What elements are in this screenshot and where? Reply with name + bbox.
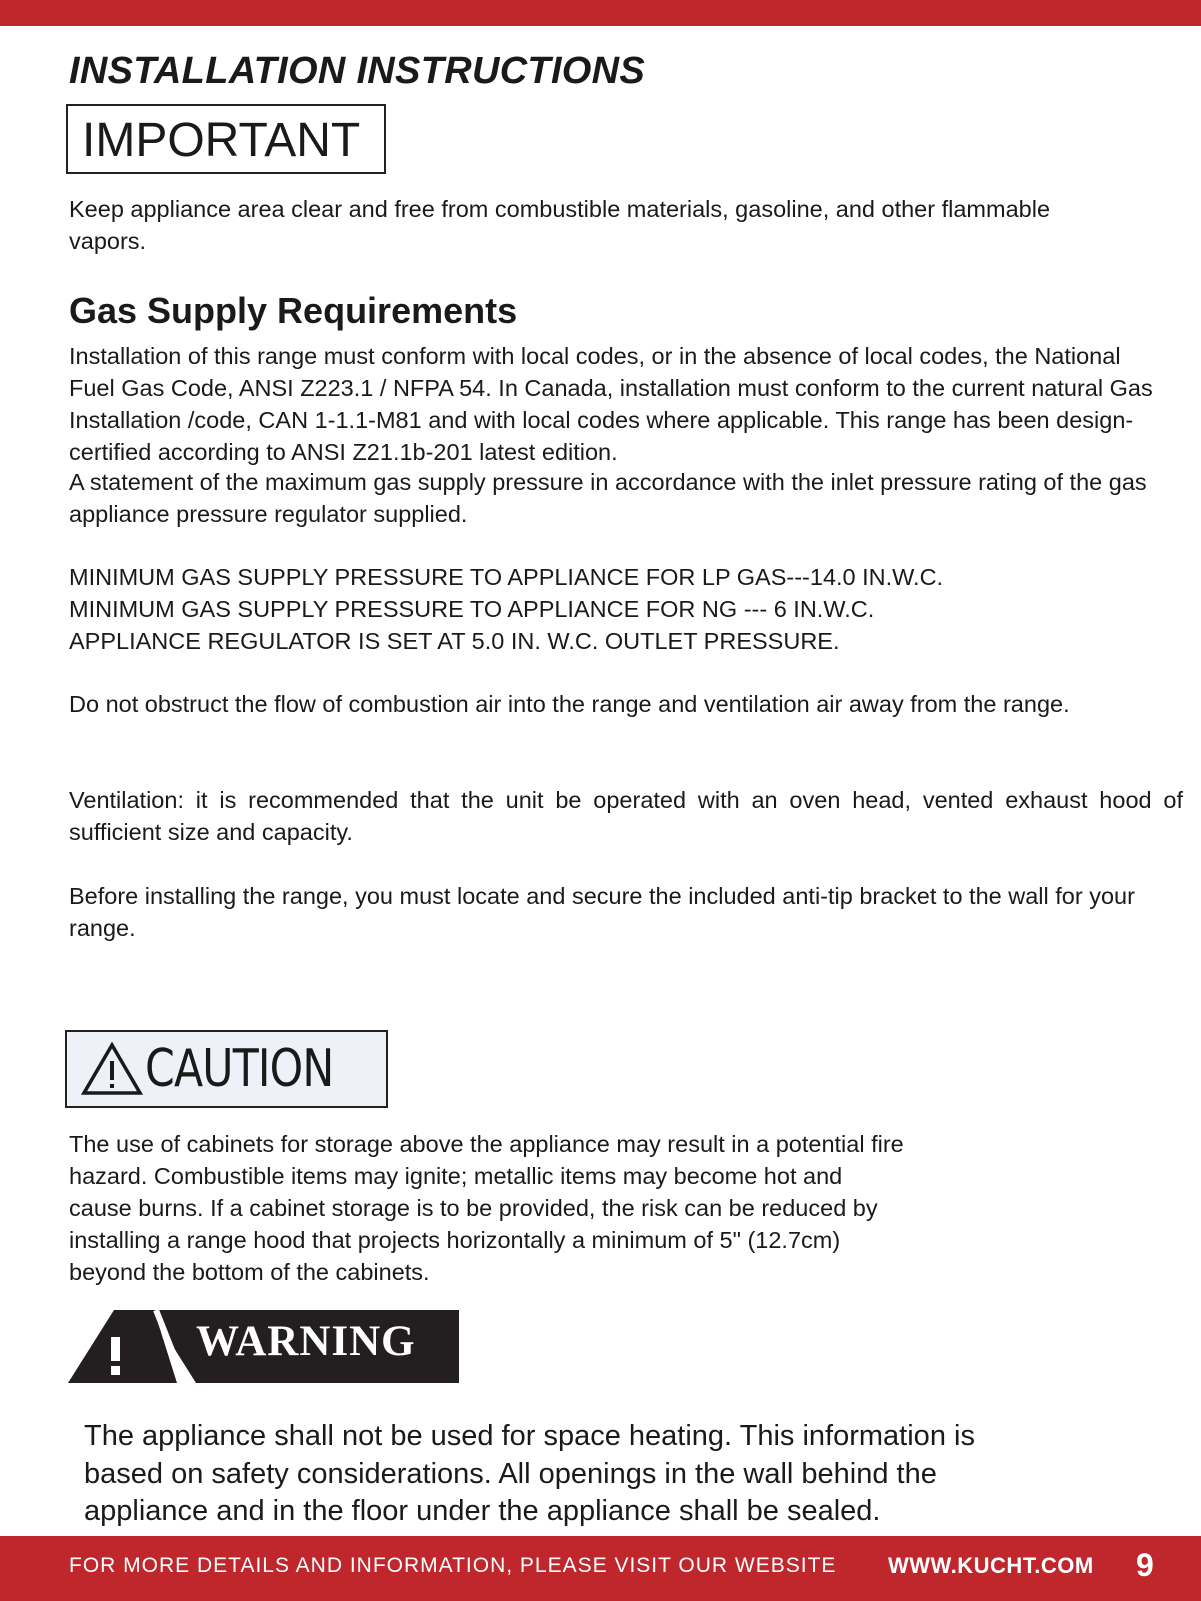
gas-supply-paragraph-2: A statement of the maximum gas supply pressure in accordance with the inlet pressure rating of the gas appliance pressure regulator supplied.	[69, 469, 1147, 527]
gas-supply-heading: Gas Supply Requirements	[69, 290, 518, 331]
warning-label: WARNING	[196, 1318, 416, 1365]
warning-text: The appliance shall not be used for space heating. This information is based on safety considerations. All openings in the wall behind the appliance and in the floor under the appliance shall be sealed.	[84, 1420, 975, 1527]
caution-line-5: beyond the bottom of the cabinets.	[69, 1259, 430, 1285]
caution-label: CAUTION	[145, 1039, 334, 1099]
gas-supply-paragraph-1: Installation of this range must conform with local codes, or in the absence of local codes, the National Fuel Gas Code, ANSI Z223.1 / NFPA 54. In Canada, installation must conform to the current natural Gas Installation /code, CAN 1-1.1-M81 and with local codes where applicable. This range has been design-certified according to ANSI Z21.1b-201 latest edition.	[69, 343, 1153, 465]
pressure-line-lp: MINIMUM GAS SUPPLY PRESSURE TO APPLIANCE FOR LP GAS---14.0 IN.W.C.	[69, 564, 944, 590]
page-number: 9	[1136, 1547, 1154, 1583]
caution-line-4: installing a range hood that projects horizontally a minimum of 5" (12.7cm)	[69, 1227, 841, 1253]
footer-text: FOR MORE DETAILS AND INFORMATION, PLEASE VISIT OUR WEBSITE	[69, 1554, 837, 1577]
anti-tip-text: Before installing the range, you must locate and secure the included anti-tip bracket to the wall for your range.	[69, 883, 1135, 941]
caution-label-box	[65, 1030, 388, 1108]
footer-website-link[interactable]: WWW.KUCHT.COM	[888, 1553, 1094, 1578]
caution-line-2: hazard. Combustible items may ignite; metallic items may become hot and	[69, 1163, 843, 1189]
footer-bar	[0, 1536, 1201, 1601]
warning-triangle-icon	[81, 1042, 143, 1096]
important-label: IMPORTANT	[82, 114, 361, 167]
top-accent-bar	[0, 0, 1201, 26]
important-text: Keep appliance area clear and free from combustible materials, gasoline, and other flammable vapors.	[69, 196, 1051, 254]
warning-banner	[68, 1309, 459, 1384]
pressure-line-regulator: APPLIANCE REGULATOR IS SET AT 5.0 IN. W.C. OUTLET PRESSURE.	[69, 628, 840, 654]
pressure-line-ng: MINIMUM GAS SUPPLY PRESSURE TO APPLIANCE FOR NG --- 6 IN.W.C.	[69, 596, 875, 622]
air-flow-text: Do not obstruct the flow of combustion air into the range and ventilation air away from the range.	[69, 691, 1070, 717]
important-label-box	[66, 104, 386, 174]
page-title: INSTALLATION INSTRUCTIONS	[69, 50, 646, 92]
ventilation-text: Ventilation: it is recommended that the unit be operated with an oven head, vented exhaust hood of sufficient size and capacity.	[69, 787, 1183, 845]
caution-line-3: cause burns. If a cabinet storage is to be provided, the risk can be reduced by	[69, 1195, 878, 1221]
caution-line-1: The use of cabinets for storage above the appliance may result in a potential fire	[69, 1131, 904, 1157]
